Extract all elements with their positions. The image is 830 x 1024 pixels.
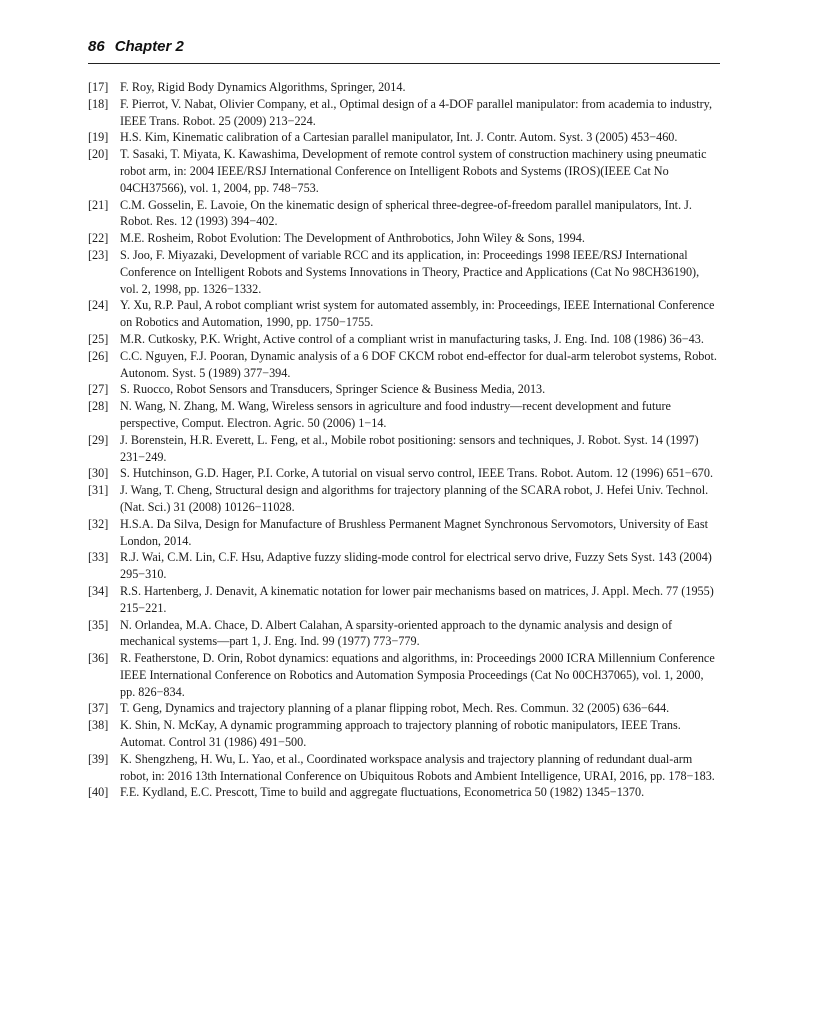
reference-text: H.S. Kim, Kinematic calibration of a Cartesian parallel manipulator, Int. J. Contr. Autom. Syst. 3 (2005) 453−460. (120, 130, 678, 145)
reference-number: [23] (88, 247, 109, 262)
reference-number: [26] (88, 348, 109, 363)
chapter-title: Chapter 2 (114, 38, 184, 55)
reference-number: [33] (88, 550, 109, 565)
reference-list (88, 79, 720, 801)
reference-item (88, 79, 720, 96)
reference-number: [38] (88, 718, 109, 733)
reference-text: F. Roy, Rigid Body Dynamics Algorithms, Springer, 2014. (120, 80, 406, 94)
reference-item (88, 465, 720, 482)
reference-item (88, 516, 720, 550)
reference-item (88, 549, 720, 583)
reference-text: H.S.A. Da Silva, Design for Manufacture of Brushless Permanent Magnet Synchronous Servomotors, University of East London, 2014. (120, 516, 708, 548)
reference-item (88, 297, 720, 331)
reference-number: [32] (88, 516, 109, 531)
reference-text: J. Wang, T. Cheng, Structural design and algorithms for trajectory planning of the SCARA robot, J. Hefei Univ. Technol. (Nat. Sci.) 31 (2008) 10126−11028. (120, 483, 709, 514)
reference-number: [40] (88, 785, 109, 800)
reference-text: S. Hutchinson, G.D. Hager, P.I. Corke, A tutorial on visual servo control, IEEE Trans. Robot. Autom. 12 (1996) 651−670. (120, 466, 714, 481)
reference-text: N. Orlandea, M.A. Chace, D. Albert Calahan, A sparsity-oriented approach to the dynamic analysis and design of mechanical systems—part 1, J. Eng. Ind. 99 (1977) 773−779. (120, 617, 673, 649)
page-number: 86 (88, 38, 105, 55)
reference-text: R.J. Wai, C.M. Lin, C.F. Hsu, Adaptive fuzzy sliding-mode control for electrical servo drive, Fuzzy Sets Syst. 143 (2004) 295−310. (120, 550, 712, 582)
reference-text: S. Ruocco, Robot Sensors and Transducers, Springer Science & Business Media, 2013. (120, 382, 546, 397)
reference-item (88, 751, 720, 785)
reference-item (88, 398, 720, 432)
reference-number: [21] (88, 197, 109, 212)
reference-number: [29] (88, 432, 109, 447)
reference-text: T. Geng, Dynamics and trajectory planning of a planar flipping robot, Mech. Res. Commun. 32 (2005) 636−644. (120, 701, 670, 716)
reference-item (88, 348, 720, 382)
reference-number: [30] (88, 466, 109, 481)
reference-item (88, 197, 720, 231)
reference-text: F.E. Kydland, E.C. Prescott, Time to build and aggregate fluctuations, Econometrica 50 (1982) 1345−1370. (120, 785, 645, 800)
reference-item (88, 146, 720, 196)
reference-number: [22] (88, 231, 109, 246)
reference-number: [39] (88, 751, 109, 766)
reference-item (88, 700, 720, 717)
reference-item (88, 96, 720, 130)
reference-item (88, 432, 720, 466)
reference-text: F. Pierrot, V. Nabat, Olivier Company, et al., Optimal design of a 4-DOF parallel manipulator: from academia to industry, IEEE Trans. Robot. 25 (2009) 213−224. (120, 96, 713, 128)
reference-item (88, 650, 720, 700)
reference-number: [18] (88, 96, 109, 111)
reference-text: C.M. Gosselin, E. Lavoie, On the kinematic design of spherical three-degree-of-freedom parallel manipulators, Int. J. Robot. Res. 12 (1993) 394−402. (120, 197, 692, 229)
reference-item (88, 381, 720, 398)
reference-text: M.R. Cutkosky, P.K. Wright, Active control of a compliant wrist in manufacturing tasks, J. Eng. Ind. 108 (1986) 36−43. (120, 331, 704, 346)
reference-number: [34] (88, 583, 109, 598)
reference-text: J. Borenstein, H.R. Everett, L. Feng, et al., Mobile robot positioning: sensors and techniques, J. Robot. Syst. 14 (1997) 231−249. (120, 432, 699, 464)
reference-number: [37] (88, 701, 109, 716)
reference-text: R.S. Hartenberg, J. Denavit, A kinematic notation for lower pair mechanisms based on matrices, J. Appl. Mech. 77 (1955) 215−221. (120, 583, 714, 615)
reference-text: C.C. Nguyen, F.J. Pooran, Dynamic analysis of a 6 DOF CKCM robot end-effector for dual-arm telerobot systems, Robot. Autonom. Syst. 5 (1989) 377−394. (120, 348, 717, 380)
reference-text: R. Featherstone, D. Orin, Robot dynamics: equations and algorithms, in: Proceedings 2000 ICRA Millennium Conference IEEE International Conference on Robotics and Automation Symposia Proceedings (Cat No 00CH37065), vol. 1, 2000, pp. 826−834. (120, 651, 715, 699)
reference-number: [19] (88, 130, 109, 145)
reference-text: T. Sasaki, T. Miyata, K. Kawashima, Development of remote control system of construction machinery using pneumatic robot arm, in: 2004 IEEE/RSJ International Conference on Intelligent Robots and Systems (IROS)(IEEE Cat No 04CH37566), vol. 1, 2004, pp. 748−753. (120, 147, 707, 195)
reference-text: M.E. Rosheim, Robot Evolution: The Development of Anthrobotics, John Wiley & Sons, 1994. (120, 231, 585, 246)
reference-item (88, 230, 720, 247)
reference-item (88, 129, 720, 146)
reference-number: [25] (88, 331, 109, 346)
reference-item (88, 331, 720, 348)
book-page (88, 38, 720, 801)
reference-item (88, 784, 720, 801)
reference-item (88, 717, 720, 751)
header-rule (88, 63, 720, 64)
reference-text: K. Shengzheng, H. Wu, L. Yao, et al., Coordinated workspace analysis and trajectory planning of redundant dual-arm robot, in: 2016 13th International Conference on Ubiquitous Robots and Ambient Intelligence, URAI, 2016, pp. 178−183. (120, 751, 715, 783)
reference-number: [35] (88, 617, 109, 632)
reference-number: [31] (88, 483, 109, 498)
running-header (88, 38, 720, 60)
reference-text: N. Wang, N. Zhang, M. Wang, Wireless sensors in agriculture and food industry—recent development and future perspective, Comput. Electron. Agric. 50 (2006) 1−14. (120, 399, 671, 430)
reference-text: K. Shin, N. McKay, A dynamic programming approach to trajectory planning of robotic manipulators, IEEE Trans. Automat. Control 31 (1986) 491−500. (120, 718, 681, 750)
reference-number: [27] (88, 382, 109, 397)
reference-number: [17] (88, 80, 109, 94)
reference-item (88, 247, 720, 297)
reference-text: Y. Xu, R.P. Paul, A robot compliant wrist system for automated assembly, in: Proceedings, IEEE International Conference on Robotics and Automation, 1990, pp. 1750−1755. (120, 298, 715, 330)
reference-item (88, 482, 720, 516)
reference-number: [20] (88, 147, 109, 162)
reference-number: [24] (88, 298, 109, 313)
reference-number: [36] (88, 651, 109, 666)
reference-number: [28] (88, 399, 109, 414)
reference-item (88, 617, 720, 651)
reference-text: S. Joo, F. Miyazaki, Development of variable RCC and its application, in: Proceedings 1998 IEEE/RSJ International Conference on Intelligent Robots and Systems Innovations in Theory, Practice and Applications (Cat No 98CH36190), vol. 2, 1998, pp. 1326−1332. (120, 247, 700, 296)
reference-item (88, 583, 720, 617)
